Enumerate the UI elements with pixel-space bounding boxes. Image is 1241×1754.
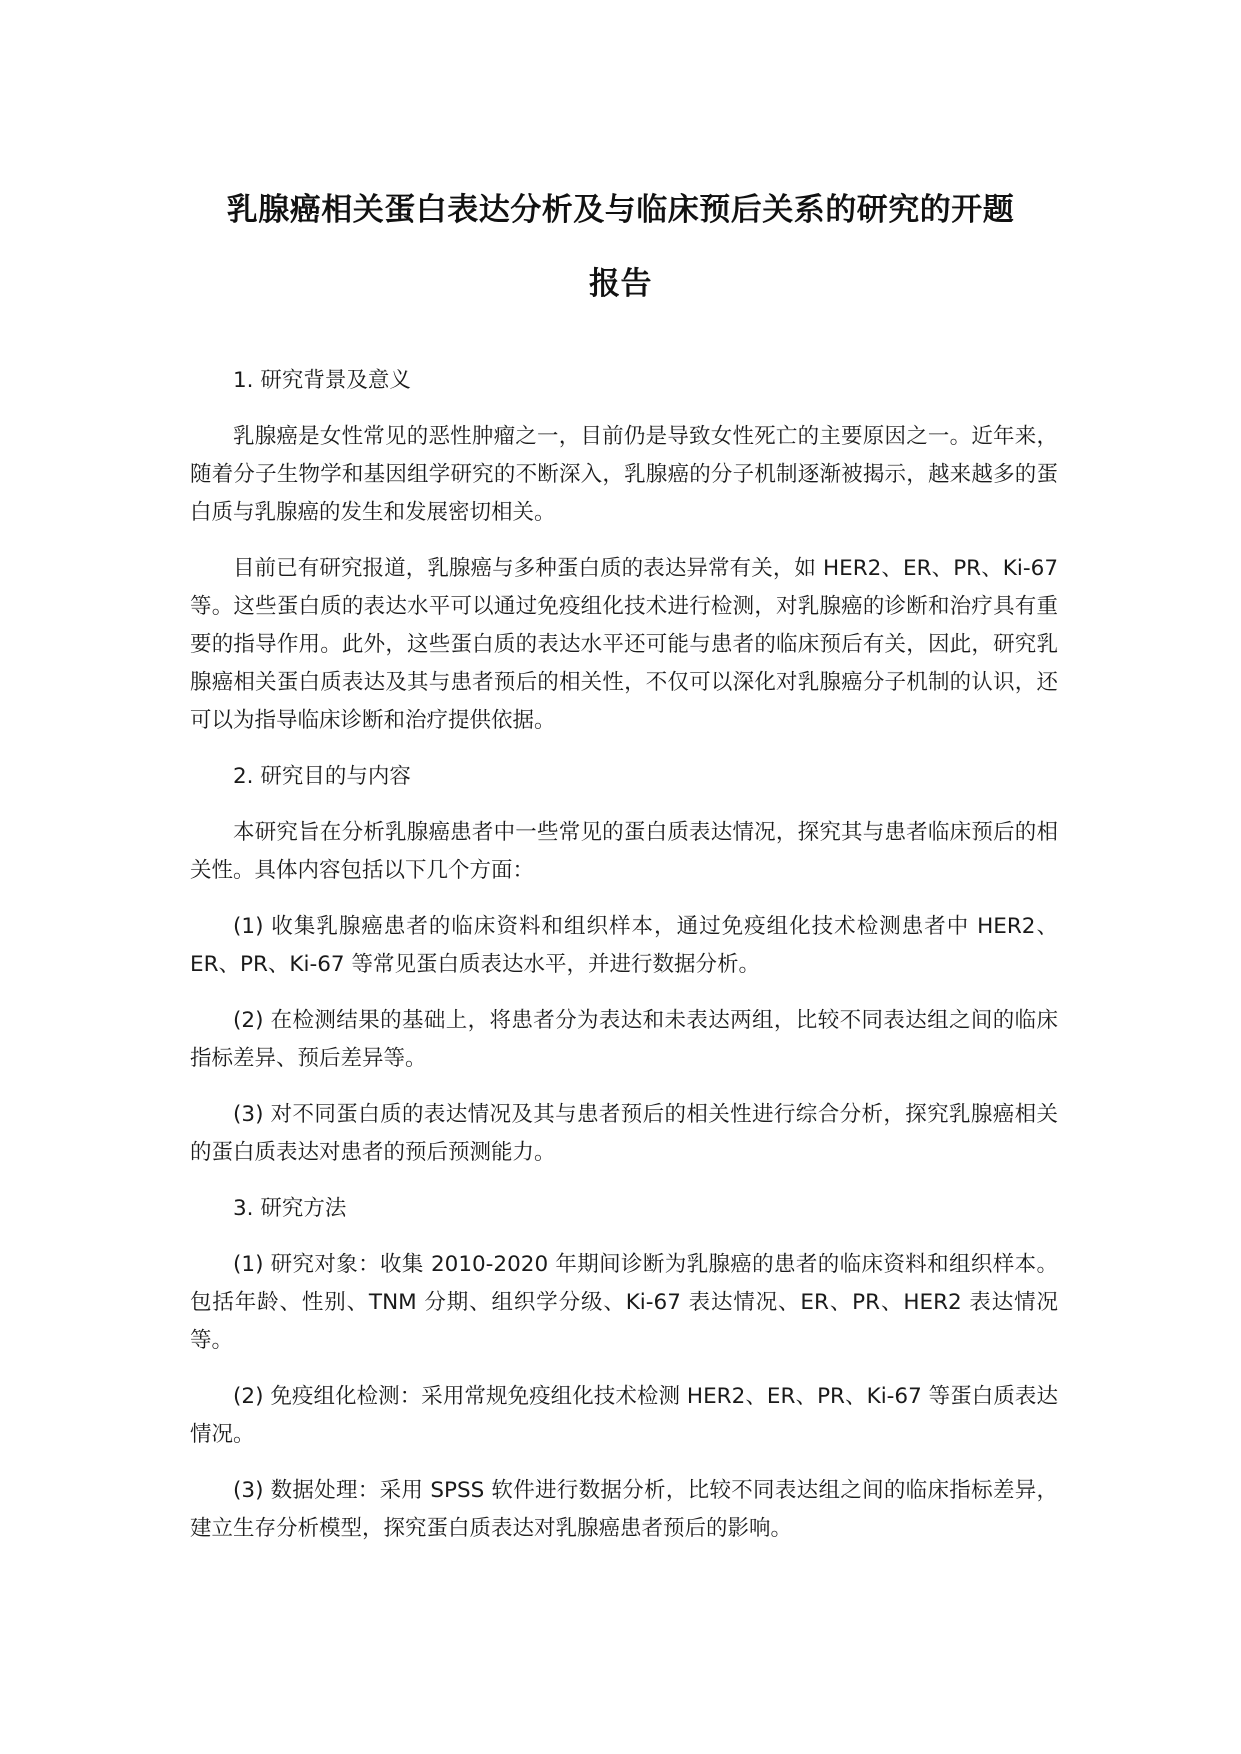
- paragraph-objectives-intro: 本研究旨在分析乳腺癌患者中一些常见的蛋白质表达情况，探究其与患者临床预后的相关性。具体内容包括以下几个方面：: [190, 820, 1058, 883]
- section-heading-background: 1. 研究背景及意义: [233, 368, 411, 393]
- paragraph-background-1: 乳腺癌是女性常见的恶性肿瘤之一，目前仍是导致女性死亡的主要原因之一。近年来，随着分子生物学和基因组学研究的不断深入，乳腺癌的分子机制逐渐被揭示，越来越多的蛋白质与乳腺癌的发生和发展密切相关。: [190, 424, 1058, 525]
- paragraph-objective-1: (1) 收集乳腺癌患者的临床资料和组织样本，通过免疫组化技术检测患者中 HER2、ER、PR、Ki-67 等常见蛋白质表达水平，并进行数据分析。: [190, 914, 1058, 977]
- paragraph-method-3: (3) 数据处理：采用 SPSS 软件进行数据分析，比较不同表达组之间的临床指标差异，建立生存分析模型，探究蛋白质表达对乳腺癌患者预后的影响。: [190, 1478, 1058, 1541]
- section-heading-methods: 3. 研究方法: [233, 1196, 347, 1221]
- paragraph-objective-2: (2) 在检测结果的基础上，将患者分为表达和未表达两组，比较不同表达组之间的临床指标差异、预后差异等。: [190, 1008, 1058, 1071]
- paragraph-objective-3: (3) 对不同蛋白质的表达情况及其与患者预后的相关性进行综合分析，探究乳腺癌相关的蛋白质表达对患者的预后预测能力。: [190, 1102, 1058, 1165]
- document-title-line-1: 乳腺癌相关蛋白表达分析及与临床预后关系的研究的开题: [226, 192, 1015, 228]
- document-body: [190, 362, 1058, 1566]
- document-title-line-2: 报告: [589, 266, 652, 302]
- paragraph-method-2: (2) 免疫组化检测：采用常规免疫组化技术检测 HER2、ER、PR、Ki-67 等蛋白质表达情况。: [190, 1384, 1058, 1447]
- paragraph-background-2: 目前已有研究报道，乳腺癌与多种蛋白质的表达异常有关，如 HER2、ER、PR、Ki-67 等。这些蛋白质的表达水平可以通过免疫组化技术进行检测，对乳腺癌的诊断和治疗具有重要的指导作用。此外，这些蛋白质的表达水平还可能与患者的临床预后有关，因此，研究乳腺癌相关蛋白质表达及其与患者预后的相关性，不仅可以深化对乳腺癌分子机制的认识，还可以为指导临床诊断和治疗提供依据。: [190, 556, 1058, 733]
- paragraph-method-1: (1) 研究对象：收集 2010-2020 年期间诊断为乳腺癌的患者的临床资料和组织样本。包括年龄、性别、TNM 分期、组织学分级、Ki-67 表达情况、ER、PR、HER2 表达情况等。: [190, 1252, 1058, 1353]
- section-heading-objectives: 2. 研究目的与内容: [233, 764, 411, 789]
